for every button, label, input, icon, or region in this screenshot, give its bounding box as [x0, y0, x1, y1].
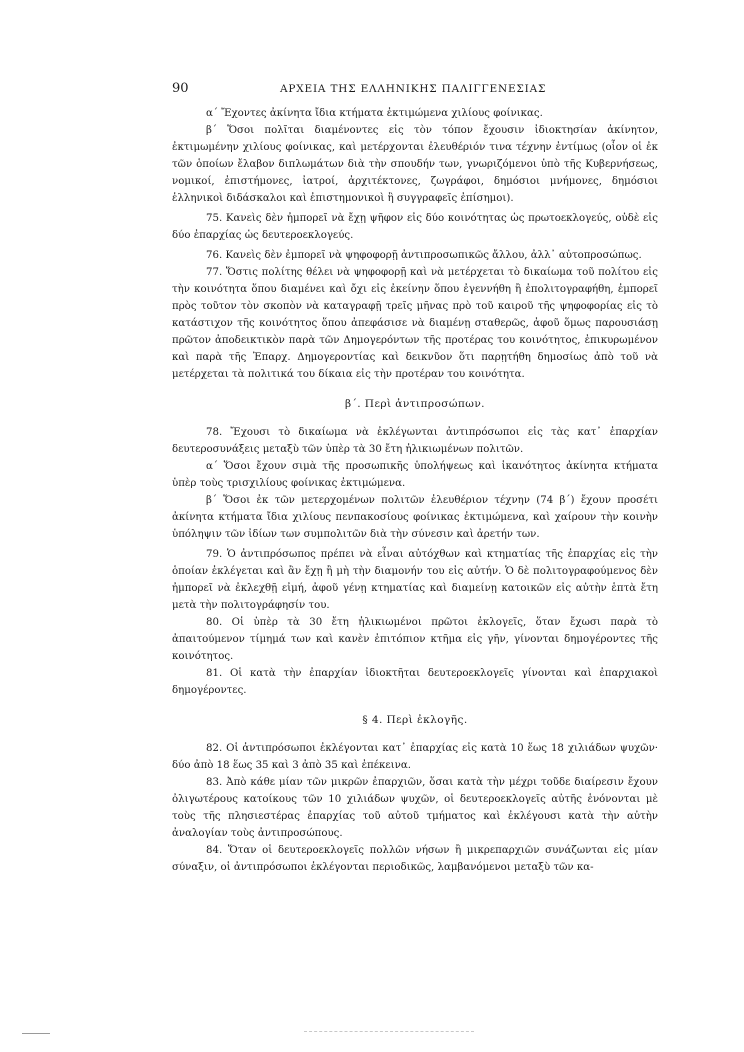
section-heading: § 4. Περὶ ἐκλογῆς. [362, 714, 468, 726]
page-body [172, 105, 658, 876]
page-number: 90 [172, 81, 189, 96]
paragraph: 78. Ἔχουσι τὸ δικαίωμα νὰ ἐκλέγωνται ἀντιπρόσωποι εἰς τὰς κατ᾽ ἐπαρχίαν δευτεροσυνάξεις μεταξὺ τῶν ὑπὲρ τὰ 30 ἔτη ἠλικιωμένων πολιτῶν. [172, 427, 658, 455]
paragraph: 81. Οἱ κατὰ τὴν ἐπαρχίαν ἰδιοκτῆται δευτεροεκλογεῖς γίνονται καὶ ἐπαρχιακοὶ δημογέροντες. [172, 668, 658, 696]
footer-rule [22, 1033, 50, 1034]
paragraph: β΄ Ὅσοι ἐκ τῶν μετερχομένων πολιτῶν ἐλευθέριον τέχνην (74 β΄) ἔχουν προσέτι ἀκίνητα κτήματα ἴδια χιλίους πενπακοσίους φοίνικας ἐκτιμώμενα, καὶ χαίρουν τὴν κοινὴν ὑπόληψιν τῶν ἰδίων των συμπολιτῶν διὰ τὴν σύνεσιν καὶ ἀρετήν των. [172, 495, 658, 540]
paragraph: α΄ Ὅσοι ἔχουν σιμὰ τῆς προσωπικῆς ὑπολήψεως καὶ ἱκανότητος ἀκίνητα κτήματα ὑπὲρ τοὺς τρισχιλίους φοίνικας ἐκτιμώμενα. [172, 461, 658, 489]
paragraph: 82. Οἱ ἀντιπρόσωποι ἐκλέγονται κατ᾽ ἐπαρχίας εἰς κατὰ 10 ἕως 18 χιλιάδων ψυχῶν· δύο ἀπὸ 18 ἕως 35 καὶ 3 ἀπὸ 35 καὶ ἐπέκεινα. [172, 743, 658, 771]
paragraph: 84. Ὅταν οἱ δευτεροεκλογεῖς πολλῶν νήσων ἢ μικρεπαρχιῶν συνάζωνται εἰς μίαν σύναξιν, οἱ ἀντιπρόσωποι ἐκλέγονται περιοδικῶς, λαμβανόμενοι μεταξὺ τῶν κα- [172, 845, 658, 873]
paragraph: β΄ Ὅσοι πολῖται διαμένοντες εἰς τὸν τόπον ἔχουσιν ἰδιοκτησίαν ἀκίνητον, ἐκτιμωμένην χιλίους φοίνικας, καὶ μετέρχονται ἐλευθέριόν τινα τέχνην ἐντίμως (οἷον οἱ ἐκ τῶν ὁποίων ἔλαβον διπλωμάτων διὰ τὴν σπουδήν των, γνωριζόμενοι ὑπὸ τῆς Κυβερνήσεως, νομικοί, ἐπιστήμονες, ἰατροί, ἀρχιτέκτονες, ζωγράφοι, δημόσιοι μνήμονες, δημόσιοι ἑλληνικοὶ διδάσκαλοι καὶ ἐπιστημονικοὶ ἢ συγγραφεῖς ἐπίσημοι). [172, 125, 658, 204]
paragraph: 77. Ὅστις πολίτης θέλει νὰ ψηφοφορῇ καὶ νὰ μετέρχεται τὸ δικαίωμα τοῦ πολίτου εἰς τὴν κοινότητα ὅπου διαμένει καὶ ὄχι εἰς ἐκείνην ὅπου ἐγεννήθη ἢ ἐπολιτογραφήθη, ἐμπορεῖ πρὸς τοῦτον τὸν σκοπὸν νὰ καταγραφῇ τρεῖς μῆνας πρὸ τοῦ καιροῦ τῆς ψηφοφορίας εἰς τὸ κατάστιχον τῆς κοινότητος ὅπου ἀπεφάσισε νὰ διαμένῃ σταθερῶς, ἀφοῦ ὅμως παρουσιάσῃ πρῶτον ἀποδεικτικὸν παρὰ τῶν Δημογερόντων τῆς προτέρας του κοινότητος, ἐπικυρωμένον καὶ παρὰ τῆς Ἐπαρχ. Δημογεροντίας καὶ δεικνῦον ὅτι παρῃτήθη δημοσίως ἀπὸ τοῦ νὰ μετέρχεται τὰ πολιτικά του δίκαια εἰς τὴν προτέραν του κοινότητα. [172, 267, 658, 380]
section-heading: β΄. Περὶ ἀντιπροσώπων. [345, 398, 485, 410]
page-header [172, 80, 610, 100]
paragraph: 75. Κανεὶς δὲν ἠμπορεῖ νὰ ἔχῃ ψῆφον εἰς δύο κοινότητας ὡς πρωτοεκλογεύς, οὐδὲ εἰς δύο ἐπαρχίας ὡς δευτεροεκλογεύς. [172, 213, 658, 241]
paragraph: 76. Κανεὶς δὲν ἐμπορεῖ νὰ ψηφοφορῇ ἀντιπροσωπικῶς ἄλλου, ἀλλ᾽ αὐτοπροσώπως. [206, 250, 642, 261]
paragraph: 79. Ὁ ἀντιπρόσωπος πρέπει νὰ εἶναι αὐτόχθων καὶ κτηματίας τῆς ἐπαρχίας εἰς τὴν ὁποίαν ἐκλέγεται καὶ ἂν ἔχῃ ἢ μὴ τὴν διαμονήν του εἰς αὐτήν. Ὁ δὲ πολιτογραφούμενος δὲν ἠμπορεῖ νὰ ἐκλεχθῇ εἰμή, ἀφοῦ γένῃ κτηματίας καὶ διαμείνῃ κατοικῶν εἰς αὐτὴν ἑπτὰ ἔτη μετὰ τὴν πολιτογράφησίν του. [172, 549, 658, 611]
running-title: ΑΡΧΕΙΑ ΤΗΣ ΕΛΛΗΝΙΚΗΣ ΠΑΛΙΓΓΕΝΕΣΙΑΣ [280, 83, 547, 95]
paragraph: 80. Οἱ ὑπὲρ τὰ 30 ἔτη ἠλικιωμένοι πρῶτοι ἐκλογεῖς, ὅταν ἔχωσι παρὰ τὸ ἀπαιτούμενον τίμημά των καὶ κανὲν ἐπιτόπιον κτῆμα εἰς γῆν, γίνονται δημογέροντες τῆς κοινότητος. [172, 617, 658, 662]
footer-artifact [304, 1031, 474, 1034]
paragraph: 83. Ἀπὸ κάθε μίαν τῶν μικρῶν ἐπαρχιῶν, ὅσαι κατὰ τὴν μέχρι τοῦδε διαίρεσιν ἔχουν ὀλιγωτέρους κατοίκους τῶν 10 χιλιάδων ψυχῶν, οἱ δευτεροεκλογεῖς αὐτῆς ἑνόνονται μὲ τοὺς τῆς πλησιεστέρας ἐπαρχίας τοῦ αὐτοῦ τμήματος καὶ ἐκλέγουσι κατὰ τὴν αὐτὴν ἀναλογίαν τοὺς ἀντιπροσώπους. [172, 777, 658, 839]
paragraph: α΄ Ἔχοντες ἀκίνητα ἴδια κτήματα ἐκτιμώμενα χιλίους φοίνικας. [206, 108, 543, 119]
